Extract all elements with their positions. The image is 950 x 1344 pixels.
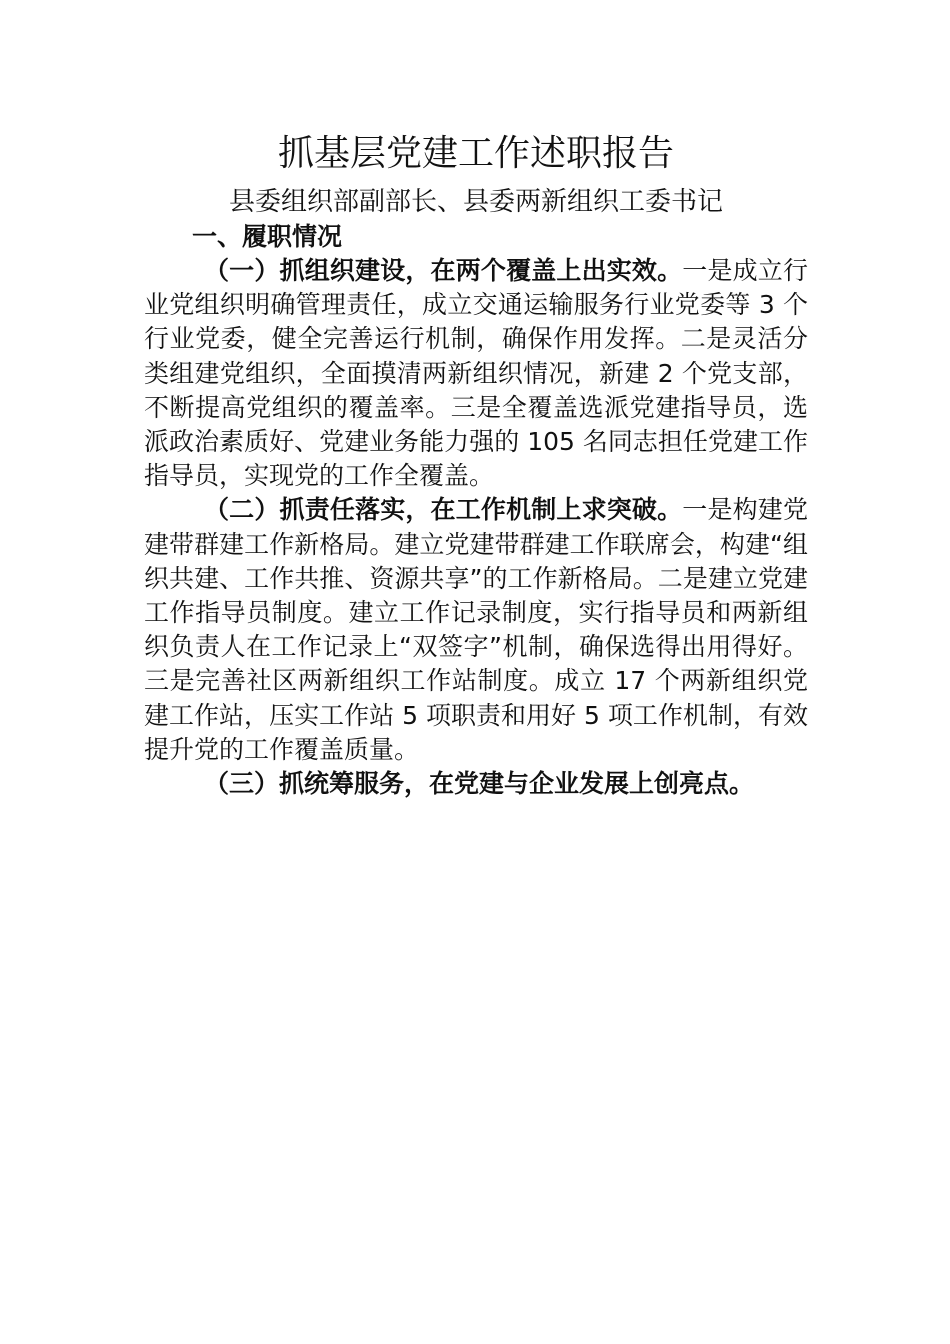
paragraph-1 xyxy=(144,254,808,493)
section-heading: 一、履职情况 xyxy=(192,222,343,251)
document-body xyxy=(144,128,808,801)
paragraph-2-lead: （二）抓责任落实，在工作机制上求突破。 xyxy=(204,495,683,525)
paragraph-3 xyxy=(144,767,808,801)
paragraph-2 xyxy=(144,493,808,767)
document-title: 抓基层党建工作述职报告 xyxy=(277,133,674,174)
paragraph-1-lead: （一）抓组织建设，在两个覆盖上出实效。 xyxy=(204,256,683,285)
document-subtitle: 县委组织部副部长、县委两新组织工委书记 xyxy=(228,187,723,217)
paragraph-3-lead: （三）抓统筹服务，在党建与企业发展上创亮点。 xyxy=(204,769,755,799)
paragraph-1-body: 一是成立行业党组织明确管理责任，成立交通运输服务行业党委等 3 个行业党委，健全完善运行机制，确保作用发挥。二是灵活分类组建党组织，全面摸清两新组织情况，新建 2 个党支部，不断提高党组织的覆盖率。三是全覆盖选派党建指导员，选派政治素质好、党建业务能力强的 105 名同志担任党建工作指导员，实现党的工作全覆盖。 xyxy=(144,256,808,491)
paragraph-2-body: 一是构建党建带群建工作新格局。建立党建带群建工作联席会，构建“组织共建、工作共推、资源共享”的工作新格局。二是建立党建工作指导员制度。建立工作记录制度，实行指导员和两新组织负责人在工作记录上“双签字”机制，确保选得出用得好。三是完善社区两新组织工作站制度。成立 17 个两新组织党建工作站，压实工作站 5 项职责和用好 5 项工作机制，有效提升党的工作覆盖质量。 xyxy=(144,495,808,764)
